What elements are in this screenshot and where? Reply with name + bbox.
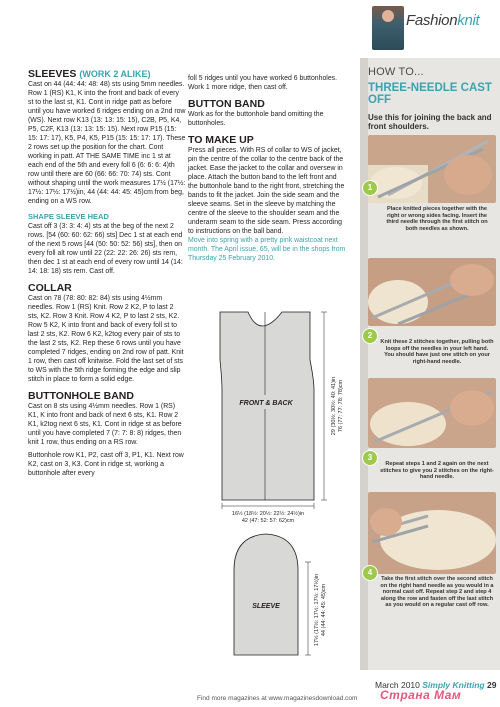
how-to-intro: Use this for joining the back and front shoulders. (368, 113, 492, 131)
issue-date: March 2010 (375, 680, 420, 690)
sleeves-subheading: (WORK 2 ALIKE) (79, 69, 151, 79)
buttonhole-rows-text: Buttonhole row K1, P2, cast off 3, P1, K1. Next row K2, cast on 3, K3. Cont in ridge st, working a buttonhole after every (28, 452, 184, 477)
download-footer: Find more magazines at www.magazinesdownload.com (197, 695, 358, 702)
brand-prefix: Fashion (406, 12, 458, 29)
buttonhole-band-text: Cast on 8 sts using 4½mm needles. Row 1 (RS) K1, K into front and back of next 6 sts, K1. Row 2 K1, k2tog next 6 sts, K1. Cont in ridge st as before until you have completed 7 (7: 7: 8: 8) ridges, then knit 1 row, thus ending on a RS row. (28, 403, 182, 446)
buttonhole-band-heading: BUTTONHOLE BAND (28, 390, 134, 402)
brand-suffix: knit (457, 12, 480, 29)
front-back-label: FRONT & BACK (239, 400, 293, 407)
magazine-name: Simply Knitting (422, 680, 485, 690)
make-up-text: Press all pieces. With RS of collar to WS of jacket, pin the centre of the collar to the centre back of the jacket. Ease the jacket to the collar and oversew in place. Attach the button band to the left front and the buttonhole band to the right front, stretching the bands to fit the jacket. Join the side seam and the sleeve seams. Set in the sleeve by matching the centre of the sleeve to the shoulder seam and the underarm seam to the side seam. Press according to instructions on the ball band. (188, 147, 345, 235)
instructions-column-1 (28, 68, 186, 478)
shape-sleeve-heading: SHAPE SLEEVE HEAD (28, 212, 109, 221)
step-3-text: Repeat steps 1 and 2 again on the next stitches to give you 2 stitches on the right-hand needle. (380, 461, 494, 481)
body-height-in: 29 (30½: 30½: 40: 41)in (331, 376, 337, 436)
collar-text: Cast on 78 (78: 80: 82: 84) sts using 4½mm needles. Row 1 (RS) Knit. Row 2 K2, P to last 2 sts, K2. Row 3 Knit. Row 4 K2, P to last 2 sts, K2. Row 5 K2, K into front and back of every foll st to last 2 sts, K2. Row 6 K2, k2tog every pair of sts to the last 2 sts, K2. Rep these 6 rows until you have completed 7 ridges, ending on 2nd row of patt. Knit 1 row, then cast off knitwise. Fold the last set of sts to WS with the 5th ridge forming the edge and slip stitch in place to form a solid edge. (28, 295, 184, 383)
step-3-badge: 3 (362, 450, 378, 466)
sleeve-height-in: 17½ (17½: 17½: 17½: 17½)in (314, 573, 320, 647)
step-2-badge: 2 (362, 328, 378, 344)
how-to-label: HOW TO... (368, 66, 424, 78)
step-1-text: Place knitted pieces together with the right or wrong sides facing. Insert the third needle through the first stitch on both needles as shown. (386, 206, 488, 232)
step-4-photo (368, 492, 496, 574)
step-3-photo (368, 378, 496, 448)
step-1-badge: 1 (362, 180, 378, 196)
step-4-text: Take the first stitch over the second stitch on the right hand needle as you would in a normal cast off. Repeat step 2 and step 4 along the row and fasten off the last stitch as you would on a regular cast off row. (380, 576, 494, 609)
step-1-photo (368, 135, 496, 203)
collar-heading: COLLAR (28, 282, 72, 294)
shape-sleeve-text: Cast off 3 (3: 3: 4: 4) sts at the beg of the next 2 rows. [54 (60: 60: 62: 66) sts] Dec 1 st at each end of the next 5 rows [44 (50: 50: 52: 56) sts], then on every foll alt row until 22 (22: 22: 26: 26) sts rem, then dec 1 st at each end of every row until 14 (14: 14: 18: 18) sts rem. Cast off. (28, 223, 183, 275)
body-width-in: 16½ (18½: 20½: 22½: 24½)in (231, 511, 305, 517)
section-brand (406, 12, 479, 29)
sleeves-heading: SLEEVES (WORK 2 ALIKE) (28, 68, 151, 80)
sleeve-height-cm: 44 (44: 44: 45: 45)cm (321, 583, 327, 637)
next-issue-promo: Move into spring with a pretty pink waistcoat next month. The April issue, 65, will be in the shops from Thursday 25 February 2010. (188, 237, 346, 262)
how-to-title: THREE-NEEDLE CAST OFF (368, 82, 492, 106)
step-2-photo (368, 258, 496, 326)
sleeve-label: SLEEVE (252, 603, 280, 610)
body-width-cm: 42 (47: 52: 57: 62)cm (241, 518, 295, 524)
button-band-heading: BUTTON BAND (188, 98, 265, 110)
sleeve-outline (234, 534, 298, 655)
watermark: Страна Мам (380, 688, 462, 702)
header-model-photo (372, 6, 404, 50)
step-4-badge: 4 (362, 565, 378, 581)
make-up-heading: TO MAKE UP (188, 134, 254, 146)
schematic-svg (196, 300, 354, 660)
buttonhole-continued-text: foll 5 ridges until you have worked 6 buttonholes. Work 1 more ridge, then cast off. (188, 75, 338, 91)
page-number: 29 (486, 680, 497, 690)
body-height-cm: 76 (77: 77: 78: 78)cm (338, 379, 344, 433)
step-2-text: Knit these 2 stitches together, pulling both loops off the needles in your left hand. You should have just one stitch on your right-hand needle. (380, 339, 494, 365)
sleeves-text: Cast on 44 (44: 44: 48: 48) sts using 5mm needles. Row 1 (RS) K1, K into the front and back of every st to the last st, K1. Cont in ridge patt as before until you have worked 6 ridges ending on a 2nd row (WS). Next row K13 (13: 13: 15: 15), C2B, P5, K4, P5, C2F, K13 (13: 13: 15: 15). Next row P15 (15: 15: 17: 17), K5, P4, K5, P15 (15: 15: 17: 17). These 2 rows set up the position for the chart. Cont working in patt. AT THE SAME TIME inc 1 st at each end of the 5th and every foll 6 (6: 6: 6: 4)th row until there are 60 (66: 66: 70: 74) sts. Cont without shaping until the work measures 17½ (17½: 17½: 17½: 17½)in, 44 (44: 44: 45: 45)cm from beg, ending on a WS row. (28, 81, 186, 205)
button-band-text: Work as for the buttonhole band omitting the buttonholes. (188, 111, 324, 127)
garment-schematic (196, 300, 354, 660)
instructions-column-2 (188, 74, 348, 263)
